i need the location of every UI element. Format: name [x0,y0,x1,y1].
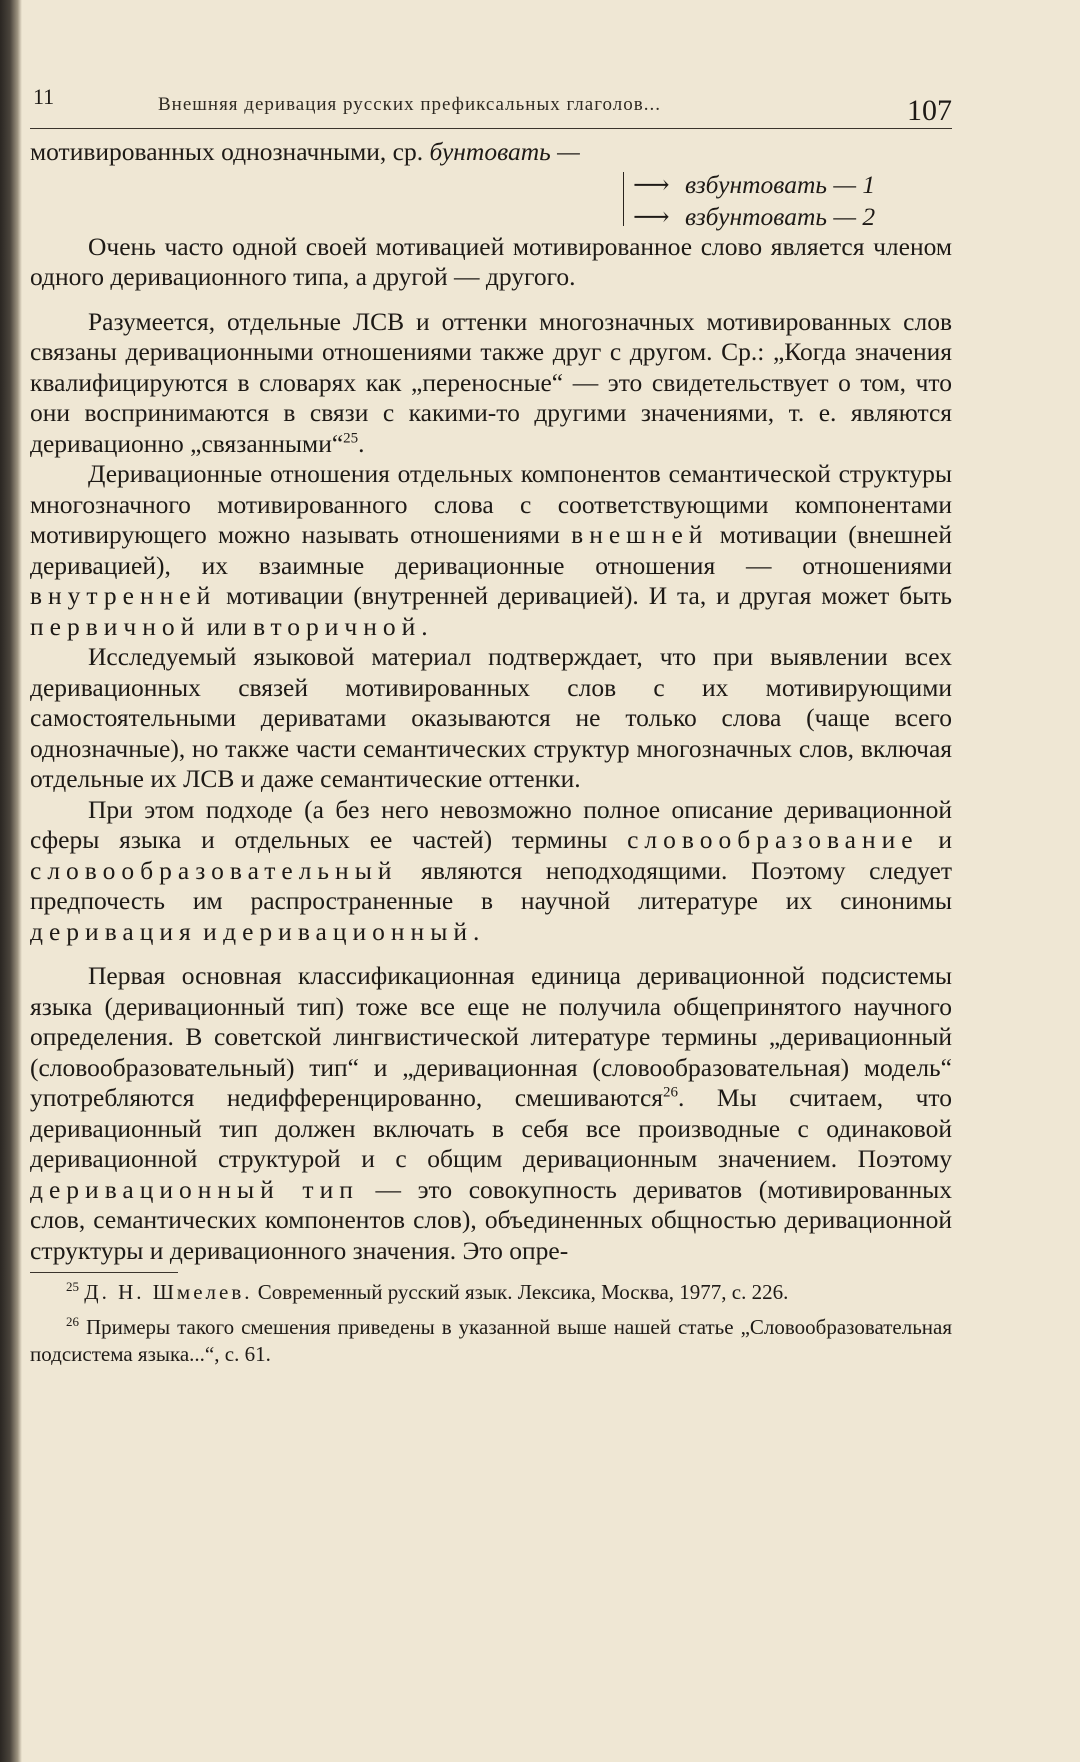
paragraph-2-text: Разумеется, отдельные ЛСВ и оттенки многозначных мотивированных слов связаны деривационными отношениями также друг с другом. Ср.: „Когда значения квалифицируются в словарях как „переносные“ — это свидетельствует о том, что они воспринимаются в связи с какими-то другими значениями, т. е. являются деривационно „связанными“ [30,306,952,458]
paragraph-6 [30,961,952,1266]
footnote-text: Современный русский язык. Лексика, Москва, 1977, с. 226. [257,1280,789,1304]
intro-word: бунтовать — [429,137,580,166]
arrow-icon: ⟶ [633,169,670,199]
p3-spaced-primary: первичной [30,611,201,641]
derivation-word-2: взбунтовать — 2 [685,201,876,231]
footnote-divider [30,1272,178,1273]
chapter-number: 11 [33,84,55,109]
p3-text-e: мотивации (внутренней деривацией). И та, и другая может быть [226,581,953,610]
footnote-26 [30,1314,952,1368]
book-spine-shadow [0,0,22,1762]
p6-text-d: — это совокупность дериватов (мотивированных слов, семантических компонентов слов), объединенных общностью деривационной структуры и деривационного значения. Это опре- [30,1174,953,1265]
footnote-ref-26: 26 [663,1084,679,1101]
footnote-25 [30,1279,952,1306]
p6-text-a: Первая основная классификационная единица деривационной подсистемы языка (деривационный тип) тоже все еще не получила общепринятого научного определения. В советской лингвистической литературе термины „деривационный (словообразовательный) тип“ и „деривационная (словообразовательная) модель“ употребляются недифференцированно, смешиваются [30,961,952,1112]
footnote-author: Д. Н. Шмелев. [84,1280,253,1304]
footnote-ref-25: 25 [343,430,359,446]
p3-spaced-external: внешней [571,520,709,549]
intro-text: мотивированных однозначными, ср. [30,137,424,166]
main-text [30,137,952,1266]
p6-text-b: . Мы считаем, что деривационный тип должен включать в себя все производные с одинаковой деривационной структурой и с общим деривационным значением. Поэтому [30,1083,952,1173]
p5-spaced-slovoobrazovatelny: словообразовательный [30,855,398,885]
p6-spaced-derivatsionny-tip: деривационный тип [30,1174,359,1204]
paragraph-4: Исследуемый языковой материал подтверждает, что при выявлении всех деривационных связей мотивированных слов с их мотивирующими самостоятельными дериватами оказываются не только слова (чаще всего однозначные), но также части семантических структур многозначных слов, включая отдельные их ЛСВ и даже семантические оттенки. [30,642,952,793]
derivation-line-2 [633,202,875,233]
p3-spaced-secondary: вторичной [253,611,422,641]
arrow-icon: ⟶ [633,201,670,231]
paragraph-2 [30,307,952,460]
p5-spaced-derivatsionny: деривационный [223,916,473,946]
p5-text-e: являются неподходящими. Поэтому следует предпочесть им распространенные в научной литературе их синонимы [30,855,952,915]
p5-spaced-derivatsiya: деривация [30,916,197,946]
p3-spaced-internal: внутренней [30,581,217,610]
p3-text-g: или [206,611,247,641]
running-title: Внешняя деривация русских префиксальных глаголов... [158,94,661,115]
paragraph-3 [30,459,952,642]
p5-end: . [472,916,480,946]
p5-text-g: и [203,916,217,946]
paragraph-5 [30,795,952,948]
p5-text-c: и [938,825,953,854]
derivation-scheme [30,170,952,232]
p3-end: . [421,611,428,641]
footnote-number: 26 [66,1314,79,1329]
derivation-bracket [623,172,624,226]
footnotes [30,1279,952,1368]
running-header [30,78,952,129]
p5-text-a: При этом подходе (а без него невозможно полное описание деривационной сферы языка и отдельных ее частей) термины [30,794,952,854]
footnote-text: Примеры такого смешения приведены в указанной выше нашей статье „Словообразовательная подсистема языка...“, с. 61. [30,1315,953,1366]
p3-text-c: мотивации (внешней деривацией), их взаимные деривационные отношения — отношениями [30,520,953,580]
page-number: 107 [907,94,952,127]
paragraph-2-end: . [358,428,365,458]
p5-spaced-slovoobrazovanie: словообразование [627,825,919,854]
book-page [30,78,952,1368]
derivation-line-1 [633,170,875,201]
paragraph-1: Очень часто одной своей мотивацией мотивированное слово является членом одного деривационного типа, а другой — другого. [30,231,952,291]
footnote-number: 25 [66,1279,79,1294]
derivation-word-1: взбунтовать — 1 [685,169,876,199]
intro-line [30,137,952,168]
p3-text-a: Деривационные отношения отдельных компонентов семантической структуры многозначного мотивированного слова с соответствующими компонентами мотивирующего можно называть отношениями [30,459,952,549]
